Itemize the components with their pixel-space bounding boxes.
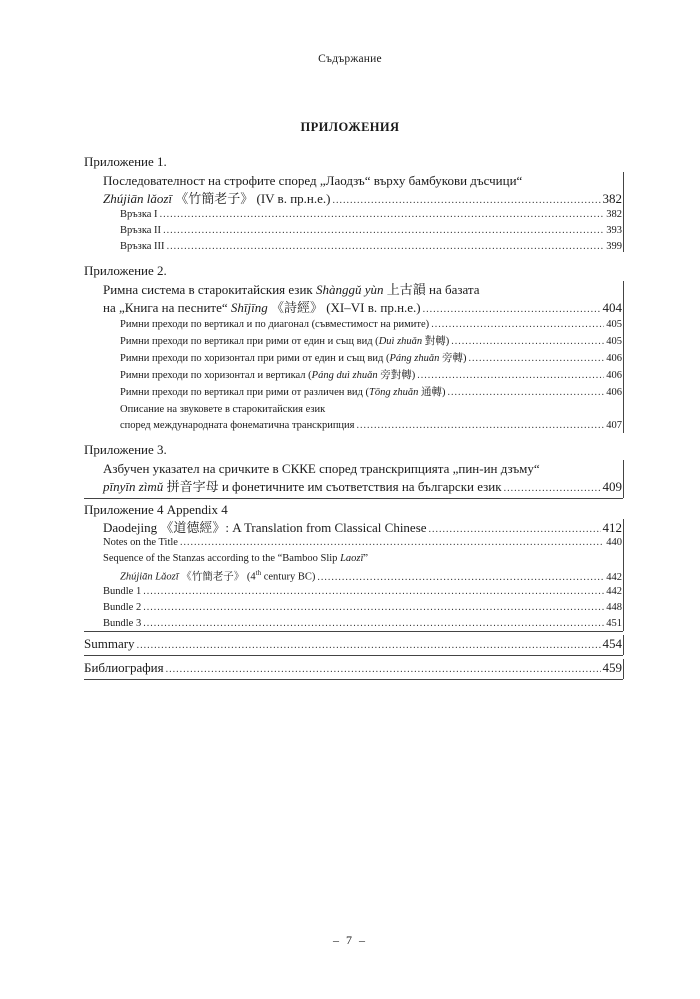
phonetics-line1: Описание на звуковете в старокитайския език xyxy=(120,404,326,415)
toc-entry-rhyme-5[interactable]: Римни преходи по вертикал при рими от различен вид (Tōng zhuǎn 通轉) ..... 406 xyxy=(120,388,622,399)
appendix-2-title-line1: Римна система в старокитайския език Shànggǔ yùn 上古韻 на базата xyxy=(103,282,480,297)
dot-leader xyxy=(429,525,601,535)
dot-leader xyxy=(469,354,605,364)
divider xyxy=(84,655,623,656)
toc-entry-page: 393 xyxy=(606,225,622,236)
dot-leader xyxy=(163,226,604,236)
toc-entry-page: 399 xyxy=(606,241,622,252)
dot-leader xyxy=(451,337,604,347)
divider xyxy=(84,631,623,632)
page-number: – 7 – xyxy=(333,933,367,947)
toc-entry-page: 382 xyxy=(606,209,622,220)
toc-entry-phonetics[interactable]: според международната фонематична транскрипция ..... 407 xyxy=(120,421,622,432)
appendix-1-page: 382 xyxy=(602,191,622,206)
toc-entry-bundle-3-en[interactable]: Bundle 3 ..... 451 xyxy=(103,619,622,630)
appendix-2-title-row[interactable]: на „Книга на песните“ Shījīng 《詩經》 (XI–VI в. пр.н.е.) ..... 404 xyxy=(103,301,622,315)
toc-entry-bundle-2[interactable] xyxy=(120,226,622,237)
toc-entry-label: Връзка I xyxy=(120,209,158,220)
toc-entry-bibliography[interactable]: Библиография ..... 459 xyxy=(84,661,622,675)
appendix-3-title-row[interactable]: pīnyīn zìmǔ 拼音字母 и фонетичните им съответствия на български език ..... 409 xyxy=(103,480,622,494)
appendix-3-label: Приложение 3. xyxy=(84,442,167,457)
toc-entry-label: Връзка III xyxy=(120,241,165,252)
appendix-2-page: 404 xyxy=(602,300,622,315)
section-title: ПРИЛОЖЕНИЯ xyxy=(300,120,400,134)
appendix-4-sequence-line1: Sequence of the Stanzas according to the “Bamboo Slip Laozī” xyxy=(103,553,369,564)
dot-leader xyxy=(143,603,604,613)
dot-leader xyxy=(160,210,605,220)
appendix-3-page: 409 xyxy=(602,479,622,494)
appendix-2-label: Приложение 2. xyxy=(84,263,167,278)
toc-entry-rhyme-2[interactable]: Римни преходи по вертикал при рими от един и същ вид (Duì zhuǎn 對轉) ..... 405 xyxy=(120,337,622,348)
toc-entry-label: Връзка II xyxy=(120,225,162,236)
dot-leader xyxy=(317,573,604,583)
dot-leader xyxy=(180,538,604,548)
toc-entry-rhyme-3[interactable]: Римни преходи по хоризонтал при рими от един и същ вид (Páng zhuǎn 旁轉) ..... 406 xyxy=(120,354,622,365)
divider xyxy=(84,679,623,680)
frame-rule xyxy=(623,519,624,631)
appendix-1-title-italic: Zhújiān lǎozī xyxy=(103,191,172,206)
toc-entry-rhyme-4[interactable]: Римни преходи по хоризонтал и вертикал (Páng duì zhuǎn 旁對轉) ..... 406 xyxy=(120,371,622,382)
frame-rule xyxy=(623,281,624,433)
dot-leader xyxy=(417,371,604,381)
appendix-1-title-rest: 《竹簡老子》 (IV в. пр.н.е.) xyxy=(175,191,331,206)
toc-entry-bundle-3[interactable] xyxy=(120,242,622,253)
appendix-4-translation-row[interactable]: Daodejing 《道德經》: A Translation from Classical Chinese ..... 412 xyxy=(103,521,622,535)
toc-entry-summary[interactable]: Summary ..... 454 xyxy=(84,637,622,651)
dot-leader xyxy=(143,587,604,597)
dot-leader xyxy=(357,421,605,431)
dot-leader xyxy=(332,196,600,206)
running-head: Съдържание xyxy=(318,53,382,65)
frame-rule xyxy=(623,659,624,679)
dot-leader xyxy=(423,305,601,315)
toc-entry-bundle-2-en[interactable]: Bundle 2 ..... 448 xyxy=(103,603,622,614)
appendix-4-notes-row[interactable]: Notes on the Title ..... 440 xyxy=(103,538,622,549)
dot-leader xyxy=(166,665,601,675)
appendix-4-sequence-row[interactable]: Zhújiān Lǎozī 《竹簡老子》 (4th century BC) ..... 442 xyxy=(120,570,622,583)
dot-leader xyxy=(447,388,604,398)
toc-entry-bundle-1-en[interactable]: Bundle 1 ..... 442 xyxy=(103,587,622,598)
dot-leader xyxy=(504,484,601,494)
frame-rule xyxy=(623,460,624,498)
frame-rule xyxy=(623,635,624,655)
dot-leader xyxy=(167,242,605,252)
dot-leader xyxy=(143,619,604,629)
dot-leader xyxy=(431,320,604,330)
dot-leader xyxy=(137,641,601,651)
toc-entry-bundle-1[interactable] xyxy=(120,210,622,221)
divider xyxy=(84,498,623,499)
toc-entry-rhyme-1[interactable]: Римни преходи по вертикал и по диагонал (съвместимост на римите) ..... 405 xyxy=(120,320,622,331)
appendix-1-title-line1: Последователност на строфите според „Лаодзъ“ върху бамбукови дъсчици“ xyxy=(103,173,523,188)
appendix-3-title-line1: Азбучен указател на сричките в СККЕ според транскрипцията „пин-ин дзъму“ xyxy=(103,461,540,476)
appendix-1-label: Приложение 1. xyxy=(84,154,167,169)
appendix-4-label: Приложение 4 Appendix 4 xyxy=(84,502,228,517)
frame-rule xyxy=(623,172,624,252)
appendix-1-title-row[interactable] xyxy=(103,192,622,206)
